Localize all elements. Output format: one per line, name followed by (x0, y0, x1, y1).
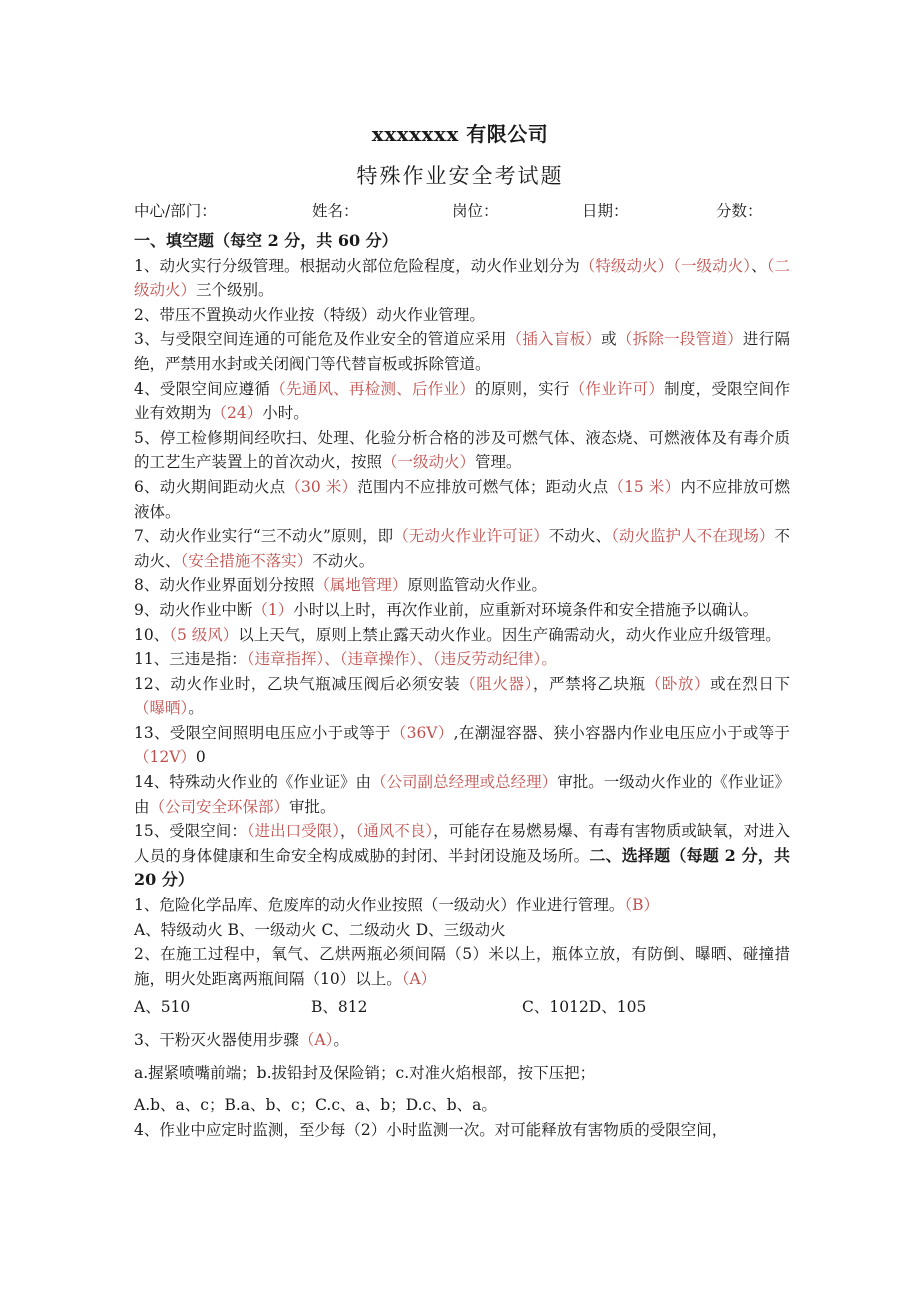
answer: （动火监护人不在现场） (611, 527, 775, 546)
answer: （公司安全环保部） (149, 797, 290, 816)
answer: （属地管理） (314, 576, 408, 595)
answer: （1） (252, 600, 294, 619)
answer: （公司副总经理或总经理） (371, 773, 558, 792)
answer: （安全措施不落实） (180, 551, 313, 570)
question-2: 2、带压不置换动火作业按（特级）动火作业管理。 (134, 305, 485, 324)
question-4: 4、受限空间应遵循（先通风、再检测、后作业）的原则，实行（作业许可）制度，受限空间作业有效期为（24）小时。 (134, 379, 790, 423)
question-8: 8、动火作业界面划分按照（属地管理）原则监管动火作业。 (134, 576, 547, 595)
answer: （A） (298, 1031, 334, 1049)
answer: （拆除一段管道） (616, 330, 743, 349)
mc-options-2 (134, 995, 790, 1020)
answer: （15 米） (608, 477, 681, 496)
answer: （通风不良） (355, 822, 434, 841)
question-3: 3、与受限空间连通的可能危及作业安全的管道应采用（插入盲板）或（拆除一段管道）进行隔绝，严禁用水封或关闭阀门等代替盲板或拆除管道。 (134, 330, 790, 373)
answer: （5 级风） (169, 625, 239, 644)
mc-question-1: 1、危险化学品库、危废库的动火作业按照（一级动火）作业进行管理。（B） (134, 896, 660, 915)
answer: （插入盲板） (506, 330, 602, 349)
option-cd: C、1012D、105 (522, 998, 647, 1017)
answer: （特级动火） (579, 256, 674, 275)
answer: （无动火作业许可证） (393, 527, 549, 546)
question-7: 7、动火作业实行“三不动火”原则，即（无动火作业许可证）不动火、（动火监护人不在现场）不动火、（安全措施不落实）不动火。 (134, 527, 790, 570)
mc-question-4: 4、作业中应定时监测，至少每（2）小时监测一次。对可能释放有害物质的受限空间， (134, 1120, 728, 1139)
answer: （违章操作） (339, 650, 418, 669)
info-row (0, 199, 920, 223)
question-6: 6、动火期间距动火点（30 米）范围内不应排放可燃气体；距动火点（15 米）内不应排放可燃液体。 (134, 477, 790, 521)
answer: （二级动火） (134, 256, 790, 300)
company-name: xxxxxxx 有限公司 (371, 122, 549, 146)
answer: （作业许可） (569, 379, 665, 398)
answer: （12V） (134, 748, 196, 767)
info-department: 中心/部门： (134, 202, 217, 220)
exam-title: 特殊作业安全考试题 (356, 164, 564, 188)
answer: （阻火器） (460, 674, 533, 693)
info-score: 分数： (716, 202, 763, 220)
mc-options-1: A、特级动火 B、一级动火 C、二级动火 D、三级动火 (134, 920, 506, 939)
info-position: 岗位： (452, 202, 499, 220)
answer: （24） (211, 404, 263, 423)
mc-question-3: 3、干粉灭火器使用步骤（A）。 (134, 1031, 349, 1049)
question-15: 15、受限空间：（进出口受限），（通风不良），可能存在易燃易爆、有毒有害物质或缺氧，对进入人员的身体健康和生命安全构成威胁的封闭、半封闭设施及场所。二、选择题（每题 2 分，共 20 分） (134, 822, 790, 890)
answer: （卧放） (645, 674, 711, 693)
answer: （一级动火） (673, 256, 752, 275)
question-9: 9、动火作业中断（1）小时以上时，再次作业前，应重新对环境条件和安全措施予以确认。 (134, 600, 759, 619)
answer: （违反劳动纪律） (432, 650, 542, 669)
mc-steps-3: a.握紧喷嘴前端；b.拔铅封及保险销；c.对准火焰根部，按下压把； (134, 1063, 596, 1082)
answer: （B） (624, 896, 660, 915)
question-10: 10、（5 级风）以上天气，原则上禁止露天动火作业。因生产确需动火，动火作业应升级管理。 (134, 625, 781, 644)
option-a: A、510 (134, 998, 191, 1017)
question-12: 12、动火作业时，乙块气瓶减压阀后必须安装（阻火器），严禁将乙块瓶（卧放）或在烈日下（曝晒）。 (134, 674, 790, 718)
exam-body (134, 229, 790, 1142)
answer: （30 米） (285, 477, 358, 496)
info-name: 姓名： (312, 202, 359, 220)
question-11: 11、三违是指：（违章指挥）、（违章操作）、（违反劳动纪律）。 (134, 650, 557, 669)
mc-options-3: A.b、a、c；B.a、b、c；C.c、a、b；D.c、b、a。 (134, 1096, 497, 1115)
question-5: 5、停工检修期间经吹扫、处理、化验分析合格的涉及可燃气体、液态烧、可燃液体及有毒介质的工艺生产装置上的首次动火，按照（一级动火）管理。 (134, 428, 790, 472)
answer: （先通风、再检测、后作业） (270, 379, 476, 398)
answer: （违章指挥） (246, 650, 325, 669)
answer: （A） (401, 969, 437, 988)
answer: （一级动火） (382, 453, 476, 472)
question-14: 14、特殊动火作业的《作业证》由（公司副总经理或总经理）审批。一级动火作业的《作业证》由（公司安全环保部）审批。 (134, 773, 790, 816)
option-b: B、812 (311, 998, 368, 1017)
section-heading-fill-in: 一、填空题（每空 2 分，共 60 分） (134, 231, 398, 250)
answer: （进出口受限） (246, 822, 340, 841)
answer: （36V） (390, 723, 454, 742)
question-1: 1、动火实行分级管理。根据动火部位危险程度，动火作业划分为（特级动火）（一级动火）、（二级动火）三个级别。 (134, 256, 790, 300)
mc-question-2: 2、在施工过程中，氧气、乙烘两瓶必须间隔（5）米以上，瓶体立放，有防倒、曝晒、碰撞措施，明火处距离两瓶间隔（10）以上。（A） (134, 945, 790, 988)
section-heading-choice: 二、选择题（每题 2 分，共 20 分） (134, 845, 790, 890)
info-date: 日期： (582, 202, 629, 220)
answer: （曝晒） (134, 699, 189, 718)
question-13: 13、受限空间照明电压应小于或等于（36V）,在潮湿容器、狭小容器内作业电压应小于或等于（12V）0 (134, 723, 790, 767)
